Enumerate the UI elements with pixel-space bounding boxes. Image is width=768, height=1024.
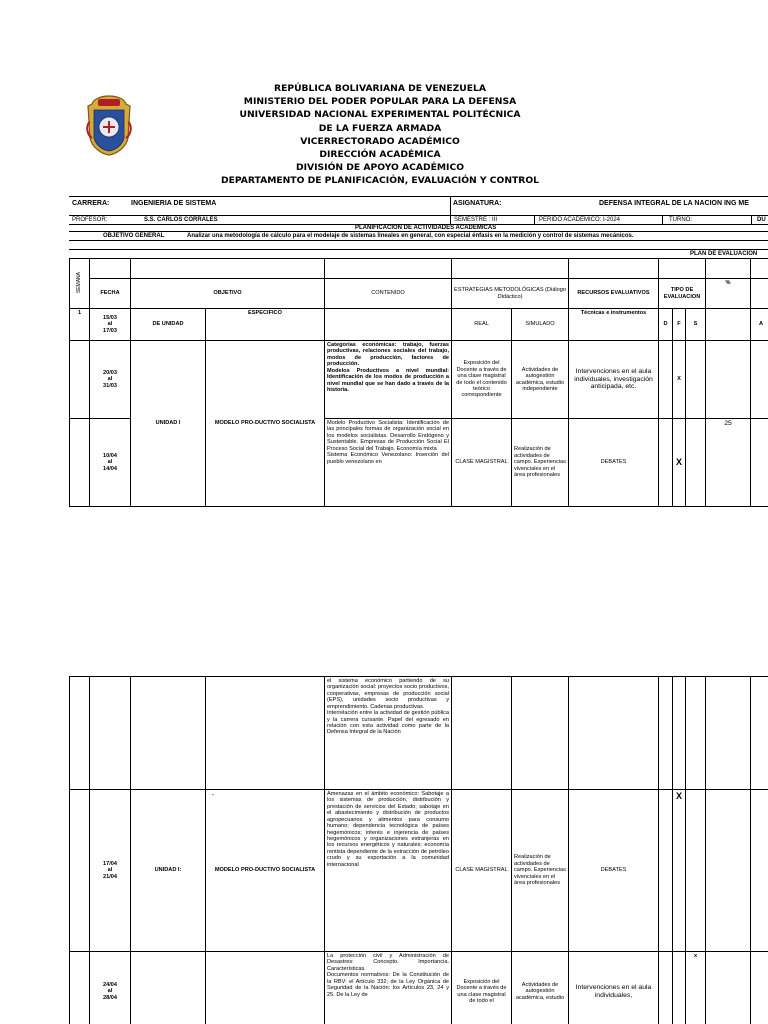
fecha-value: 10/04 al 14/04: [90, 419, 131, 507]
de-unidad-header: DE UNIDAD: [131, 309, 206, 341]
percent-header: %: [706, 279, 751, 309]
estrategia-real-value: CLASE MAGISTRAL: [452, 790, 512, 952]
semestre: SEMESTRE : III: [454, 217, 498, 223]
simulado-header: SIMULADO: [512, 309, 569, 341]
fecha-value: 15/03 al 17/03: [90, 309, 131, 341]
objetivo-general-label: OBJETIVO GENERAL: [103, 233, 165, 239]
tipo-evaluacion-header: TIPO DE EVALUACION: [659, 279, 706, 309]
header-line: DIVISIÓN DE APOYO ACADÉMICO: [295, 162, 465, 174]
tipo-f-mark: X: [673, 790, 686, 952]
semana-value: 1: [70, 309, 90, 341]
contenido-header: CONTENIDO: [325, 279, 452, 309]
asignatura-value: DEFENSA INTEGRAL DE LA NACION ING ME: [599, 200, 749, 207]
contenido-value: Categorías económicas: trabajo, fuerzas productivas, relaciones sociales del trabajo, modos de producción, factores de producción. Modelos Productivos a nivel mundial: Identificación de los modos de producción a nivel mundial que se han dado a través de la historia.: [325, 341, 452, 419]
header-line: UNIVERSIDAD NACIONAL EXPERIMENTAL POLITÉCNICA: [239, 109, 521, 121]
plan-evaluacion-label: PLAN DE EVALUACION: [690, 251, 758, 257]
planning-table-page-2: [69, 676, 768, 1024]
carrera-label: CARRERA:: [72, 200, 110, 207]
fecha-header: FECHA: [90, 279, 131, 309]
turno: TURNO:: [669, 217, 692, 223]
header-line: VICERRECTORADO ACADÉMICO: [300, 135, 460, 147]
recursos-value: Intervenciones en el aula individuales, investigación anticipada, etc.: [569, 341, 659, 419]
tipo-f-header: F: [673, 309, 686, 341]
table-row: [70, 790, 768, 952]
unidad-value: UNIDAD I:: [131, 790, 206, 952]
contenido-value: Modelo Productivo Socialista: Identificación de las principales formas de organización social en los modelos socialistas. Desarrollo Endógeno y Sustentable. Empresas de Producción Social El Proceso Social del Trabajo. Economía mixta Sistema Económico Venezolano: Inserción del pueblo venezolano en: [325, 419, 452, 507]
contenido-value: Amenazas en el ámbito económico: Sabotaje a los sistemas de producción, distribución y prestación de servicios del Estado; sabotaje en el abastecimiento y distribución de productos agropecuarios y alimentos para consumo humano; dependencia tecnológica de países hegemónicos; interés e injerencia de países hegemónicos y organizaciones extranjeras en los recursos energéticos y naturales; economía rentista dependiente de la extracción de petróleo crudo y su exportación a la comunidad internacional: [325, 790, 452, 952]
contenido-value: el sistema económico partiendo de su organización social: proyectos socio productivos, cooperativas, empresas de producción social (EPS), unidades socio productivas y emprendimiento. Cadenas productivas. Interrelación entre la actividad de gestión pública y la carrera cursante. Papel del egresado en relación con esta actividad como parte de la Defensa Integral de la Nación: [325, 677, 452, 790]
table-row: [70, 309, 768, 341]
recursos-value: DEBATES: [569, 419, 659, 507]
estrategia-simulado-value: Actividades de autogestión académica, estudio independiente: [512, 341, 569, 419]
percent-value: 25: [706, 419, 751, 507]
especifico-text: MODELO PRO-DUCTIVO SOCIALISTA: [214, 867, 316, 874]
especifico-value: MODELO PRO-DUCTIVO SOCIALISTA: [206, 341, 325, 507]
estrategia-real-value: Exposición del Docente a través de una clase magistral de todo el: [452, 952, 512, 1024]
tipo-s-mark: x: [686, 952, 706, 1024]
edge-a-label: A: [751, 309, 768, 341]
institution-header: [220, 82, 540, 188]
tipo-f-mark: X: [673, 419, 686, 507]
especifico-header: ESPECIFICO: [206, 309, 325, 341]
estrategia-real-value: CLASE MAGISTRAL: [452, 419, 512, 507]
carrera-value: INGENIERIA DE SISTEMA: [131, 200, 217, 207]
periodo-academico: PERIDO ACADEMICO: I-2024: [539, 217, 621, 223]
estrategia-simulado-value: Realización de actividades de campo. Experiencias vivenciales en el área profesionales: [512, 790, 569, 952]
recursos-header: RECURSOS EVALUATIVOS: [569, 279, 659, 309]
semana-header: SEMANA: [75, 271, 82, 293]
tipo-s-header: S: [686, 309, 706, 341]
recursos-value: Intervenciones en el aula individuales,: [569, 952, 659, 1024]
header-line: DEPARTAMENTO DE PLANIFICACIÓN, EVALUACIÓN Y CONTROL: [220, 175, 540, 187]
table-row: [70, 952, 768, 1024]
header-line: MINISTERIO DEL PODER POPULAR PARA LA DEFENSA: [243, 96, 517, 108]
estrategia-simulado-value: Realización de actividades de campo. Experiencias vivenciales en el área profesionales: [512, 419, 569, 507]
objetivo-general-value: Analizar una metodología de cálculo para el modelaje de sistemas lineales en general, con especial énfasis en la medición y control de sistemas mecánicos.: [187, 233, 634, 239]
estrategias-header: ESTRATEGIAS METODOLÓGICAS (Diálogo Didáctico): [452, 279, 569, 309]
table-row: [70, 341, 768, 419]
fecha-value: 24/04 al 28/04: [90, 952, 131, 1024]
especifico-value: [206, 790, 325, 952]
unidad-value: UNIDAD I: [131, 341, 206, 507]
real-header: REAL: [452, 309, 512, 341]
estrategia-simulado-value: Actividades de autogestión académica, estudio: [512, 952, 569, 1024]
university-crest-logo: [84, 94, 134, 156]
planning-table-page-1: [69, 258, 768, 507]
estrategia-real-value: Exposición del Docente a través de una clase magistral de todo el contenido teórico correspondiente: [452, 341, 512, 419]
du-label: DU: [757, 217, 766, 223]
profesor-label: PROFESOR:: [72, 217, 108, 223]
recursos-value: DEBATES: [569, 790, 659, 952]
planificacion-title: PLANIFICACION DE ACTIVIDADES ACADEMICAS: [355, 225, 497, 231]
tipo-f-mark: X: [673, 341, 686, 419]
table-header-row: [70, 259, 768, 279]
header-line: DE LA FUERZA ARMADA: [318, 122, 442, 134]
profesor-value: S.S. CARLOS CORRALES: [144, 217, 218, 223]
table-header-row: [70, 279, 768, 309]
contenido-value: La protección civil y Administración de Desastres: Concepto. Importancia. Características. Documentos normativos: De la Constitución de la RBV: el Artículo 332; de la Ley Orgánica de Seguridad de la Nación: los Artículos 23, 24 y 25. De la Ley de: [325, 952, 452, 1024]
course-info-strip: [69, 196, 768, 259]
asignatura-label: ASIGNATURA:: [453, 200, 502, 207]
fecha-value: 20/03 al 31/03: [90, 341, 131, 419]
fecha-value: 17/04 al 21/04: [90, 790, 131, 952]
objetivo-header: OBJETIVO: [131, 279, 325, 309]
header-line: DIRECCIÓN ACADÉMICA: [319, 149, 441, 161]
tipo-d-header: D: [659, 309, 673, 341]
dash-mark: -: [212, 792, 214, 798]
tecnicas-header: Técnicas e instrumentos: [569, 309, 659, 341]
header-line: REPÚBLICA BOLIVARIANA DE VENEZUELA: [274, 83, 486, 94]
table-row: [70, 677, 768, 790]
